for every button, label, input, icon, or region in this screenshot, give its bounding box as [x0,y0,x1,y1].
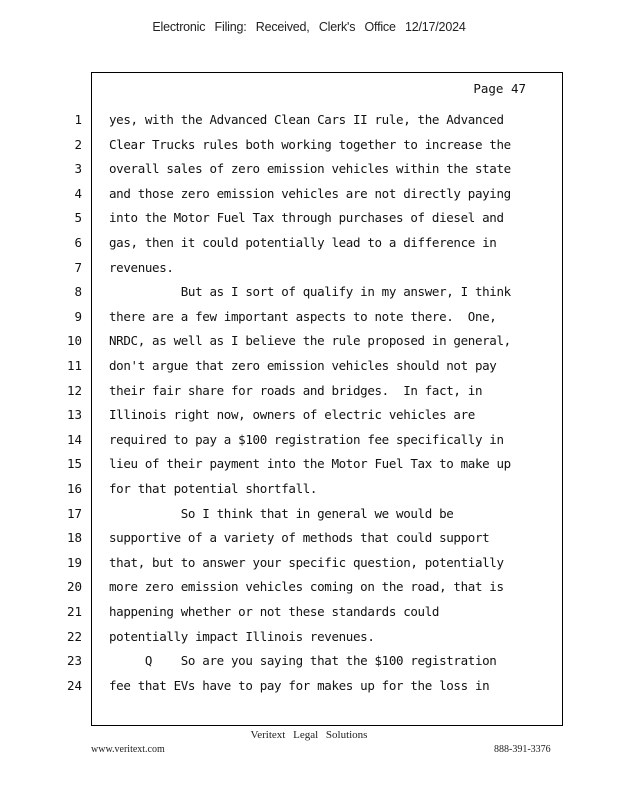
line-number: 18 [66,530,82,546]
transcript-line-text: overall sales of zero emission vehicles within the state [109,161,511,177]
line-number: 7 [74,259,82,275]
line-number: 3 [74,161,82,177]
transcript-line-text: So I think that in general we would be [109,505,454,521]
transcript-line-text: happening whether or not these standards could [109,604,440,619]
line-number: 6 [74,235,82,250]
transcript-line-text: fee that EVs have to pay for makes up for the loss in [109,677,490,693]
line-number: 9 [74,308,82,324]
line-number: 19 [66,554,82,570]
line-number: 23 [66,653,82,669]
line-number: 17 [66,505,82,521]
line-number: 2 [74,136,82,152]
footer-website: www.veritext.com [91,744,165,755]
line-number: 4 [74,185,82,201]
transcript-line-text: their fair share for roads and bridges. In fact, in [109,382,483,398]
transcript-line-text: Illinois right now, owners of electric vehicles are [109,407,475,423]
page-number: Page 47 [473,81,526,96]
line-number: 14 [66,431,82,447]
footer-phone: 888-391-3376 [494,744,551,755]
line-number: 10 [66,333,82,349]
transcript-line-text: But as I sort of qualify in my answer, I think [109,284,511,300]
transcript-line-text: for that potential shortfall. [109,481,318,496]
transcript-line-text: NRDC, as well as I believe the rule proposed in general, [109,333,511,349]
line-number: 12 [66,382,82,398]
filing-header: Electronic Filing: Received, Clerk's Office 12/17/2024 [152,20,466,34]
transcript-line-text: supportive of a variety of methods that could support [109,530,490,546]
transcript-line-text: required to pay a $100 registration fee specifically in [109,431,504,447]
transcript-line-text: that, but to answer your specific question, potentially [109,554,504,570]
line-number: 5 [74,210,82,226]
transcript-line-text: yes, with the Advanced Clean Cars II rule, the Advanced [109,112,504,127]
line-number: 1 [74,112,82,127]
transcript-line-text: revenues. [109,259,174,275]
transcript-line-text: and those zero emission vehicles are not directly paying [109,185,511,201]
transcript-line-text: lieu of their payment into the Motor Fuel Tax to make up [109,456,511,472]
transcript-line-text: into the Motor Fuel Tax through purchases of diesel and [109,210,504,226]
line-number: 8 [74,284,82,300]
transcript-line-text: Clear Trucks rules both working together to increase the [109,136,511,152]
line-number: 15 [66,456,82,472]
line-number: 16 [66,481,82,496]
transcript-line-text: Q So are you saying that the $100 registration [109,653,497,669]
line-number: 13 [66,407,82,423]
line-number: 20 [66,579,82,595]
line-number: 21 [66,604,82,619]
line-number: 24 [66,677,82,693]
transcript-line-text: don't argue that zero emission vehicles should not pay [109,358,497,373]
transcript-line-text: gas, then it could potentially lead to a difference in [109,235,497,250]
transcript-line-text: more zero emission vehicles coming on the road, that is [109,579,504,595]
footer-company: Veritext Legal Solutions [250,729,368,741]
line-number: 11 [66,358,82,373]
line-number: 22 [66,628,82,644]
transcript-line-text: potentially impact Illinois revenues. [109,628,375,644]
transcript-line-text: there are a few important aspects to note there. One, [109,308,497,324]
